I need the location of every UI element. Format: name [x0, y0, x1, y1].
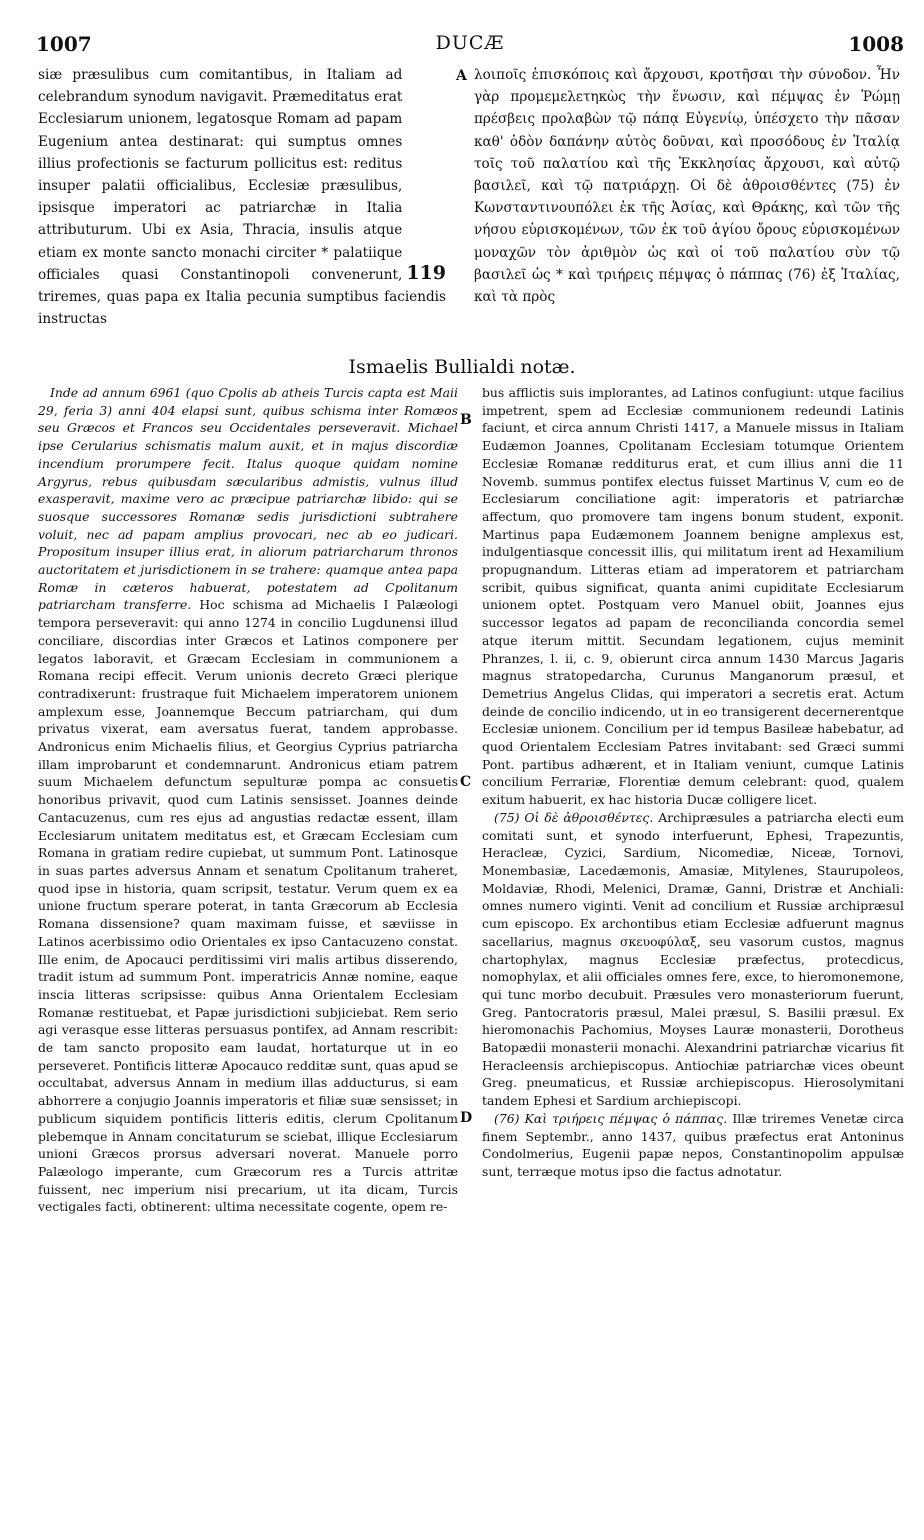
margin-marker-c: C [460, 774, 472, 790]
side-number: 119 [406, 262, 446, 284]
margin-marker-d: D [460, 1110, 473, 1126]
latin-text: siæ præsulibus cum comitantibus, in Italiam ad celebrandum synodum navigavit. Præmeditatus erat Ecclesiarum unionem, legatosque Romam ad papam Eugenium antea destinarat: qui sumptus omnes illius profectionis se facturum pollicitus est: reditus insuper palatii officialibus, Ecclesiæ præsulibus, ipsisque imperatori ac patriarchæ in Italia attributurum. Ubi ex Asia, Thracia, insulis atque etiam ex monte sancto monachi circiter * palatiique officiales quasi Constantinopoli convenerunt, triremes, quas papa ex Italia pecunia sumptibus faciendis instructas [38, 67, 446, 328]
notes-left-italic: Inde ad annum 6961 (quo Cpolis ab atheis Turcis capta est Maii 29, feria 3) anni 404 elapsi sunt, quibus schisma inter Romæos seu Græcos et Francos seu Occidentales perseveravit. Michael ipse Cerularius schismatis malum auxit, et in majus discordiæ incendium prorumpere fecit. Italus quoque quidam nomine Argyrus, rebus quibusdam sæcularibus admistis, vulnus illud exasperavit, maxime vero ac præcipue patriarchæ libido: qui se suosque successores Romanæ sedis jurisdictioni subtrahere voluit, nec ad papam amplius provocari, nec ab eo judicari. Propositum insuper illius erat, in aliorum patriarcharum thronos auctoritatem et jurisdictionem in se trahere: quamque antea papa Romæ in cæteros habuerat, potestatem ad Cpolitanum patriarcham transferre. [38, 385, 458, 613]
notes-title: Ismaelis Bullialdi notæ. [348, 356, 576, 378]
note-75-lemma: (75) Οἱ δὲ ἀθροισθέντες. [494, 809, 654, 825]
margin-marker-b: B [460, 412, 472, 428]
note-continuation: bus afflictis suis implorantes, ad Latinos confugiunt: utque facilius impetrent, spem ad Ecclesiæ communionem redeundi Latinis faciunt, et circa annum Christi 1417, a Manuele missus in Italiam Eudæmon Joannes, Cpolitanam Ecclesiam totumque Orientem Ecclesiæ Romanæ redditurus erat, et cum illius anni die 11 Novemb. summus pontifex electus fuisset Martinus V, cum eo de Ecclesiarum conciliatione agit: imperatoris et patriarchæ affectum, quo promovere tam ingens bonum student, exponit. Martinus papa Eudæmonem Joannem benigne amplexus est, indulgentiasque concessit illis, qui militatum irent ad Hexamilium propugnandum. Litteras etiam ad imperatorem et patriarcham scribit, quibus significat, quanta animi cupiditate Ecclesiarum unionem optet. Postquam vero Manuel obiit, Joannes ejus successor legatos ad papam de reconcilianda concordia semel atque iterum mittit. Secundam legationem, cujus meminit Phranzes, l. ii, c. 9, obierunt circa annum 1430 Marcus Jagaris magnus stratopedarcha, Curunus Manganorum præsul, et Demetrius Angelus Clidas, qui imperatori a secretis erat. Actum deinde de concilio indicendo, ut in eo transigerent decernerentque Ecclesiæ unionem. Concilium per id tempus Basileæ habebatur, ad quod Orientalem Ecclesiam Patres invitabant: sed Græci summi Pont. partibus adhærent, et in Italiam veniunt, cumque Latinis concilium Ferrariæ, Florentiæ demum celebrant: quod, qualem exitum habuerit, ex hac historia Ducæ colligere licet. [482, 385, 904, 808]
note-76-lemma: (76) Καὶ τριήρεις πέμψας ὁ πάππας. [494, 1110, 728, 1126]
notes-right-column [482, 384, 904, 1181]
notes-left-roman: Hoc schisma ad Michaelis I Palæologi tempora perseveravit: qui anno 1274 in concilio Lugdunensi illud conciliare, discordias inter Græcos et Latinos componere per legatos laboravit, et Græcam Ecclesiam in communionem a Romana recipi effecit. Verum unionis decreto Græci plerique contradixerunt: frustraque fuit Michaelem imperatorem unionem amplexum esse, Joannemque Beccum patriarcham, qui dum privatus vixerat, eam aversatus fuerat, tandem approbasse. Andronicus enim Michaelis filius, et Georgius Cyprius patriarcha illam improbarunt et condemnarunt. Andronicus etiam patrem suum Michaelem defunctum sepulturæ pompa ac consuetis honoribus privavit, quod cum Latinis sensisset. Joannes deinde Cantacuzenus, cum res ejus ad angustias redactæ essent, illam Ecclesiarum unitatem meditatus est, et Græcam Ecclesiam cum Romana in gratiam redire cupiebat, ut summum Pont. Latinosque in suas partes adversus Annam et senatum Cpolitanum traheret, quod ipse in historia, quam scripsit, testatur. Verum quem ex ea unione fructum sperare poterat, in tanta Græcorum ab Ecclesia Romana dissensione? quam maximam fuisse, et sæviisse in Latinos acerbissimo odio Orientales ex ipso Cantacuzeno constat. Ille enim, de Apocauci perditissimi viri malis artibus disserendo, tradit istum ad summum Pont. imperatricis Annæ nomine, eaque inscia litteras scripsisse: quibus Anna Orientalem Ecclesiam Romanæ restituebat, et Papæ jurisdictioni subjiciebat. Rem serio agi verasque esse litteras persuasus pontifex, ad Annam rescribit: de tam sancto proposito eam laudat, hortaturque ut in eo perseveret. Pontificis litteræ Apocauco redditæ sunt, quas apud se occultabat, adversus Annam in medium illas adducturus, si eam abhorrere a conjugio Joannis imperatoris et filiæ suæ sensisset; in publicum siquidem pontificis litteris editis, clerum Cpolitanum plebemque in Annam concitaturum se sciebat, illique Ecclesiarum unioni Græcos prorsus adversari noverat. Manuele porro Palæologo imperante, cum Græcorum res a Turcis attritæ fuissent, nec imperium nisi precarium, ut ita dicam, Turcis vectigales facti, obtinerent: ultima necessitate cogente, opem re- [38, 597, 458, 1215]
page-number-left: 1007 [36, 32, 92, 56]
note-76-text: Illæ triremes Venetæ circa finem Septembr., anno 1437, quibus præfectus erat Antoninus Condolmerius, Eugenii papæ nepos, Constantinopolim appulsæ sunt, terræque motus ipso die factus adnotatur. [482, 1110, 904, 1179]
note-75-text: Archipræsules a patriarcha electi eum comitati sunt, et synodo interfuerunt, Ephesi, Trapezuntis, Heracleæ, Cyzici, Sardium, Nicomediæ, Niceæ, Tornovi, Monembasiæ, Lacedæmonis, Amasiæ, Mitylenes, Staurupoleos, Moldaviæ, Rhodi, Melenici, Dramæ, Ganni, Dristræ et Anchiali: omnes numero viginti. Venit ad concilium et Russiæ archipræsul cum episcopo. Ex archontibus etiam Ecclesiæ adfuerunt magnus sacellarius, magnus σκευοφύλαξ, seu vasorum custos, magnus chartophylax, magnus Ecclesiæ præfectus, protecdicus, nomophylax, et alii officiales omnes fere, exce, to hieromonemone, qui tunc morbo decubuit. Præsules vero monasteriorum fuerunt, Greg. Pantocratoris præsul, Malei præsul, S. Basilii præsul. Ex hieromonachis Pachomius, Moyses Lauræ monasterii, Dorotheus Batopædii monasterii monachi. Alexandrini patriarchæ vicarius fit Heracleensis archiepiscopus. Antiochiæ patriarchæ vices obeunt Greg. pneumaticus, et Russiæ archiepiscopus. Hierosolymitani tandem Ephesi et Sardium archiepiscopi. [482, 809, 904, 1109]
margin-marker-a: A [456, 68, 467, 84]
latin-column [38, 64, 446, 330]
running-header [36, 32, 904, 60]
notes-left-column [38, 384, 458, 1216]
running-title: DUCÆ [435, 32, 505, 54]
page-number-right: 1008 [848, 32, 904, 56]
greek-text: λοιποῖς ἐπισκόποις καὶ ἄρχουσι, κροτῆσαι τὴν σύνοδον. Ἦν γὰρ προμεμελετηκὼς τὴν ἕνωσιν, καὶ πέμψας ἐν Ῥώμῃ πρέσβεις προλαβὼν τῷ πάπᾳ Εὐγενίῳ, ὑπέσχετο τὴν πᾶσαν καθ' ὁδὸν δαπάνην αὐτὸς δοῦναι, καὶ προσόδους ἐν Ἰταλίᾳ τοῖς τοῦ παλατίου καὶ τῆς Ἐκκλησίας ἄρχουσι, καὶ αὐτῷ βασιλεῖ, καὶ τῷ πατριάρχῃ. Οἱ δὲ ἀθροισθέντες (75) ἐν Κωνσταντινουπόλει ἐκ τῆς Ἀσίας, καὶ Θράκης, καὶ τῶν τῆς νήσου εὑρισκομένων, τῶν ἐκ τοῦ ἁγίου ὄρους εὑρισκομένων μοναχῶν τὸν ἀριθμὸν ὡς καὶ οἱ τοῦ παλατίου σὺν τῷ βασιλεῖ ὡς * καὶ τριήρεις πέμψας ὁ πάππας (76) ἐξ Ἰταλίας, καὶ τὰ πρὸς [474, 67, 900, 306]
greek-column [474, 64, 900, 308]
note-76 [482, 1110, 904, 1181]
note-75 [482, 809, 904, 1110]
notes-section [38, 384, 904, 1504]
main-text [38, 64, 900, 356]
